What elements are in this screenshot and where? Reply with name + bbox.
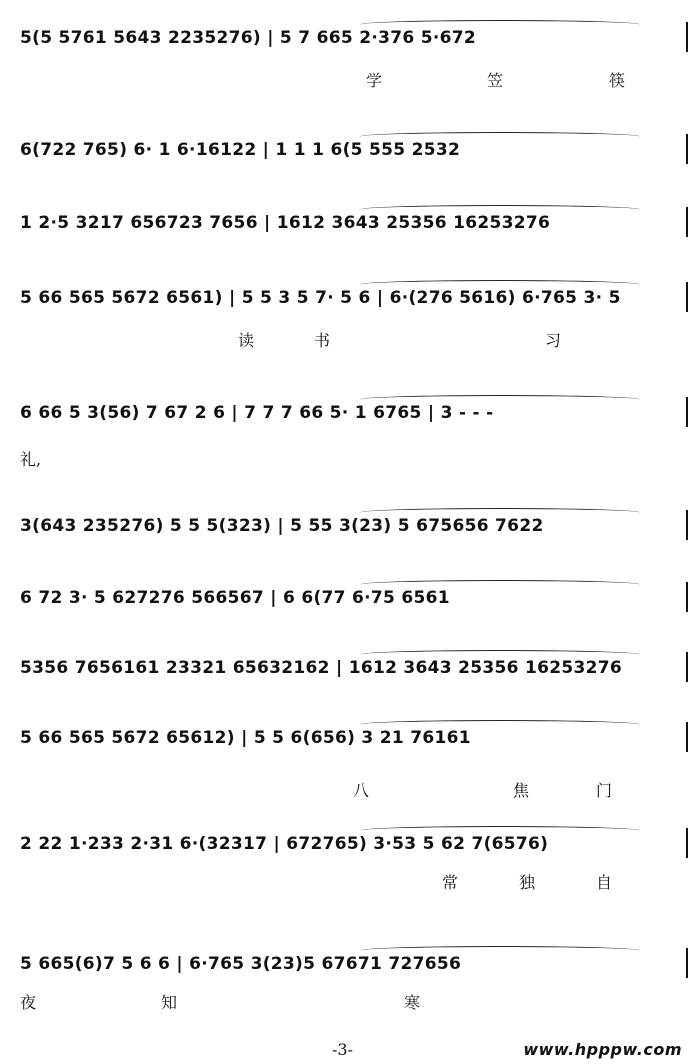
lyric-char: 常 [442,873,459,892]
lyric-char: 书 [314,331,331,350]
slur-mark [360,280,640,289]
lyric-char: 夜 [20,993,37,1012]
barline [686,397,688,427]
lyrics-line [20,778,680,800]
notation-line: 5356 7656161 23321 65632162 | 1612 3643 25356 16253276 [20,658,623,678]
barline [686,948,688,978]
lyric-char: 习 [545,331,562,350]
lyrics-line [20,328,680,350]
notation-line: 3(643 235276) 5 5 5(323) | 5 55 3(23) 5 675656 7622 [20,516,544,536]
lyric-char: 知 [161,993,178,1012]
notation-line: 5(5 5761 5643 2235276) | 5 7 665 2·376 5·672 [20,28,476,48]
score-row [0,280,700,370]
page-footer [0,1038,700,1064]
notation-line: 6 66 5 3(56) 7 67 2 6 | 7 7 7 66 5· 1 6765 | 3 - - - [20,403,494,423]
page-number: -3- [332,1040,353,1059]
score-row [0,20,700,110]
barline [686,510,688,540]
score-row [0,946,700,1036]
lyric-char: 学 [366,71,383,90]
lyric-char: 独 [519,873,536,892]
lyrics-line [20,447,680,469]
score-row [0,395,700,485]
notation-line: 6 72 3· 5 627276 566567 | 6 6(77 6·75 6561 [20,588,450,608]
lyric-char: 八 [353,781,370,800]
lyric-char: 自 [596,873,613,892]
lyric-char: 门 [596,781,613,800]
notation-line: 1 2·5 3217 656723 7656 | 1612 3643 25356 16253276 [20,213,551,233]
site-watermark: www.hpppw.com [523,1040,682,1059]
score-row [0,826,700,916]
notation-line: 5 66 565 5672 6561) | 5 5 3 5 7· 5 6 | 6·(276 5616) 6·765 3· 5 [20,288,621,308]
slur-mark [360,20,640,29]
barline [686,722,688,752]
lyric-char: 焦 [513,781,530,800]
barline [686,282,688,312]
barline [686,207,688,237]
slur-mark [360,946,640,955]
notation-line: 5 665(6)7 5 6 6 | 6·765 3(23)5 67671 727656 [20,954,462,974]
lyrics-line [20,870,680,892]
slur-mark [360,508,640,517]
slur-mark [360,720,640,729]
lyric-char: 读 [238,331,255,350]
barline [686,22,688,52]
lyrics-line [20,990,680,1012]
slur-mark [360,132,640,141]
lyric-char: 寒 [404,993,421,1012]
slur-mark [360,650,640,659]
notation-line: 5 66 565 5672 65612) | 5 5 6(656) 3 21 76161 [20,728,471,748]
barline [686,652,688,682]
score-row [0,720,700,810]
lyric-char: 筷 [609,71,626,90]
lyric-char: 笠 [487,71,504,90]
slur-mark [360,826,640,835]
barline [686,134,688,164]
slur-mark [360,580,640,589]
notation-line: 2 22 1·233 2·31 6·(32317 | 672765) 3·53 5 62 7(6576) [20,834,549,854]
slur-mark [360,205,640,214]
slur-mark [360,395,640,404]
notation-line: 6(722 765) 6· 1 6·16122 | 1 1 1 6(5 555 2532 [20,140,461,160]
lyrics-line [20,68,680,90]
lyric-char: 礼, [20,450,42,469]
barline [686,828,688,858]
barline [686,582,688,612]
